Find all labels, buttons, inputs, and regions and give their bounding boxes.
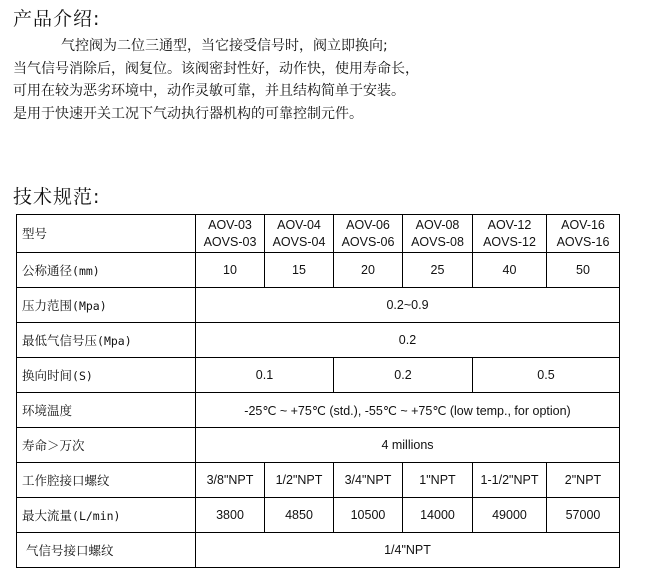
table-row-diameter [17,253,620,288]
model-cell: AOV-16 AOVS-16 [547,215,620,253]
table-row-model [17,215,620,253]
life-value: 4 millions [196,428,620,463]
switch-time-value: 0.2 [334,358,473,393]
intro-line: 是用于快速开关工况下气动执行器机构的可靠控制元件。 [13,105,363,122]
flow-value: 49000 [473,498,547,533]
table-row-port [17,463,620,498]
pressure-label: 压力范围(Mpa) [17,288,196,323]
switch-time-value: 0.1 [196,358,334,393]
port-value: 1-1/2"NPT [473,463,547,498]
table-row-pressure [17,288,620,323]
temperature-label: 环境温度 [17,393,196,428]
signal-port-value: 1/4"NPT [196,533,620,568]
intro-text [13,35,419,125]
table-row-life [17,428,620,463]
intro-line: 可用在较为恶劣环境中，动作灵敏可靠，并且结构简单于安装。 [13,83,405,99]
temperature-value: -25℃ ~ +75℃ (std.), -55℃ ~ +75℃ (low temp., for option) [196,393,620,428]
model-cell: AOV-03 AOVS-03 [196,215,265,253]
model-cell: AOV-04 AOVS-04 [265,215,334,253]
diameter-value: 50 [547,253,620,288]
intro-line: 气控阀为二位三通型，当它接受信号时，阀立即换向; [61,38,388,54]
port-label: 工作腔接口螺纹 [17,463,196,498]
diameter-value: 20 [334,253,403,288]
min-signal-value: 0.2 [196,323,620,358]
table-row-temperature [17,393,620,428]
table-row-signal-port [17,533,620,568]
model-label: 型号 [17,215,196,253]
diameter-value: 40 [473,253,547,288]
diameter-label: 公称通径(mm) [17,253,196,288]
life-label: 寿命＞万次 [17,428,196,463]
table-row-switch-time [17,358,620,393]
port-value: 3/4"NPT [334,463,403,498]
switch-time-value: 0.5 [473,358,620,393]
switch-time-label: 换向时间(S) [17,358,196,393]
min-signal-label: 最低气信号压(Mpa) [17,323,196,358]
table-row-min-signal [17,323,620,358]
port-value: 3/8"NPT [196,463,265,498]
diameter-value: 25 [403,253,473,288]
model-cell: AOV-12 AOVS-12 [473,215,547,253]
flow-value: 4850 [265,498,334,533]
intro-line: 当气信号消除后，阀复位。该阀密封性好，动作快，使用寿命长， [13,60,419,77]
flow-value: 10500 [334,498,403,533]
diameter-value: 10 [196,253,265,288]
flow-label: 最大流量(L/min) [17,498,196,533]
spec-title: 技术规范: [13,186,101,208]
spec-table [16,214,620,568]
table-row-flow [17,498,620,533]
port-value: 1/2"NPT [265,463,334,498]
signal-port-label: 气信号接口螺纹 [17,533,196,568]
intro-title: 产品介绍: [13,8,101,30]
port-value: 1"NPT [403,463,473,498]
model-cell: AOV-08 AOVS-08 [403,215,473,253]
flow-value: 57000 [547,498,620,533]
model-cell: AOV-06 AOVS-06 [334,215,403,253]
port-value: 2"NPT [547,463,620,498]
flow-value: 3800 [196,498,265,533]
pressure-value: 0.2~0.9 [196,288,620,323]
diameter-value: 15 [265,253,334,288]
flow-value: 14000 [403,498,473,533]
